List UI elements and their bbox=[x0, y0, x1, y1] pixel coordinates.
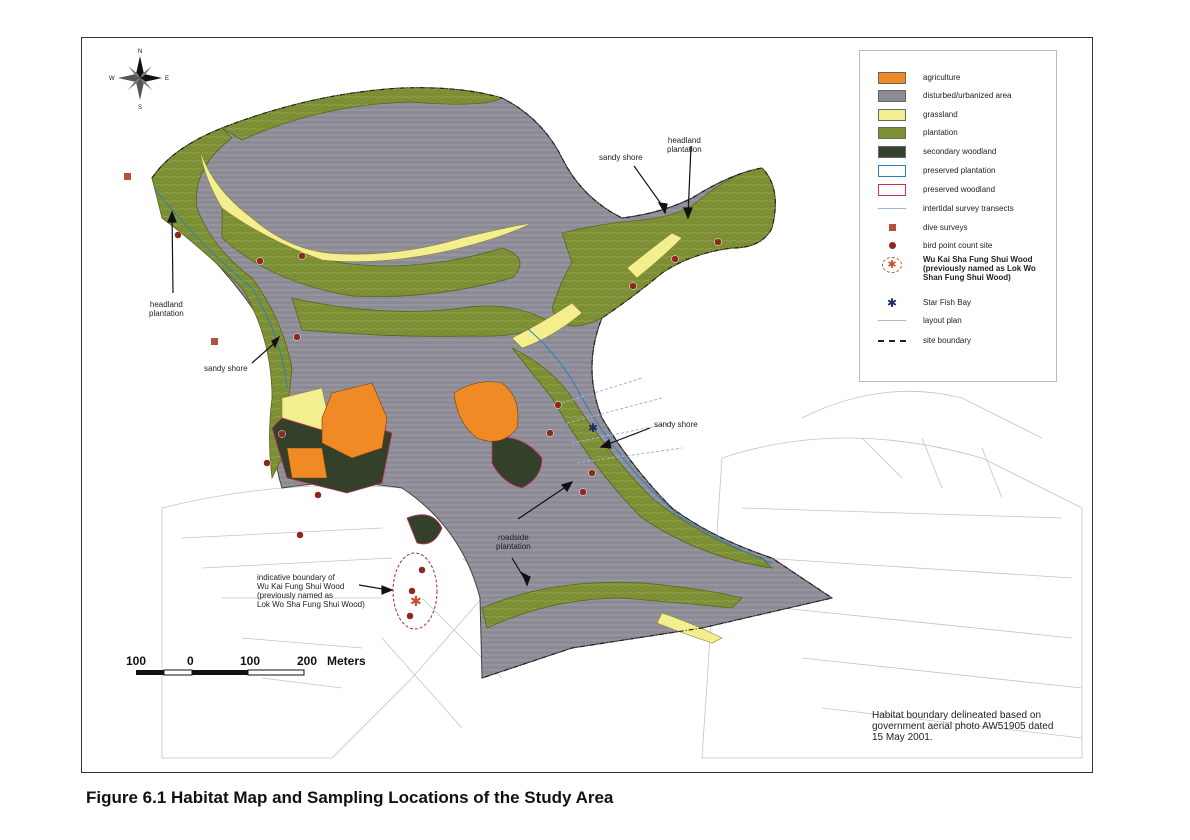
habitat-boundary-note: Habitat boundary delineated based on government aerial photo AW51905 dated 15 May 2001. bbox=[872, 710, 1054, 743]
legend-label: site boundary bbox=[923, 336, 972, 345]
legend-item bbox=[860, 108, 1056, 124]
scale-label-200: 200 bbox=[297, 654, 318, 668]
legend-item bbox=[860, 296, 1056, 312]
label-fung-shui-boundary: indicative boundary of Wu Kai Fung Shui Wood (previously named as Lok Wo Sha Fung Shui Wood) bbox=[257, 573, 365, 609]
legend-swatch bbox=[878, 127, 906, 139]
legend-item bbox=[860, 239, 1056, 255]
legend-swatch bbox=[889, 224, 896, 231]
label-sandy-shore-w: sandy shore bbox=[204, 364, 248, 373]
legend-label: dive surveys bbox=[923, 223, 968, 232]
legend-swatch bbox=[878, 208, 906, 209]
legend-label: disturbed/urbanized area bbox=[923, 91, 1012, 100]
scale-label-100-left: 100 bbox=[126, 654, 147, 668]
secondary-woodland-south bbox=[407, 515, 442, 544]
label-sandy-shore-e: sandy shore bbox=[654, 420, 698, 429]
legend-label: layout plan bbox=[923, 316, 962, 325]
label-roadside-plantation: roadside plantation bbox=[496, 533, 531, 551]
legend-item bbox=[860, 89, 1056, 105]
map-legend bbox=[859, 50, 1057, 382]
label-sandy-shore-n: sandy shore bbox=[599, 153, 643, 162]
legend-item bbox=[860, 164, 1056, 180]
label-headland-plantation-ne: headland plantation bbox=[667, 136, 702, 154]
scale-bar bbox=[136, 670, 304, 675]
legend-item bbox=[860, 71, 1056, 87]
legend-label: bird point count site bbox=[923, 241, 993, 250]
agriculture-west-2 bbox=[287, 448, 327, 478]
scale-label-100: 100 bbox=[240, 654, 261, 668]
compass-w: W bbox=[109, 76, 115, 82]
legend-item bbox=[860, 255, 1056, 282]
legend-label: grassland bbox=[923, 110, 958, 119]
compass-e: E bbox=[165, 76, 170, 82]
legend-swatch bbox=[878, 146, 906, 158]
habitat-map bbox=[81, 37, 1093, 773]
legend-label: preserved woodland bbox=[923, 185, 996, 194]
north-arrow-compass bbox=[109, 49, 169, 111]
figure-caption: Figure 6.1 Habitat Map and Sampling Locations of the Study Area bbox=[86, 788, 614, 807]
label-headland-plantation-w: headland plantation bbox=[149, 300, 184, 318]
legend-label: intertidal survey transects bbox=[923, 204, 1014, 213]
legend-swatch bbox=[878, 340, 906, 342]
legend-item bbox=[860, 334, 1056, 350]
fung-shui-wood-star: ✱ bbox=[410, 593, 422, 609]
legend-label: preserved plantation bbox=[923, 166, 996, 175]
legend-item bbox=[860, 314, 1056, 330]
fung-shui-icon: ✱ bbox=[882, 257, 902, 273]
legend-swatch bbox=[878, 72, 906, 84]
legend-label: secondary woodland bbox=[923, 147, 997, 156]
legend-item bbox=[860, 145, 1056, 161]
legend-swatch bbox=[878, 184, 906, 196]
compass-s: S bbox=[138, 105, 143, 111]
legend-swatch bbox=[878, 320, 906, 321]
legend-swatch bbox=[878, 109, 906, 121]
legend-label: plantation bbox=[923, 128, 958, 137]
star-fish-bay-star: ✱ bbox=[588, 421, 599, 435]
legend-label: Star Fish Bay bbox=[923, 298, 972, 307]
legend-item bbox=[860, 202, 1056, 218]
legend-item bbox=[860, 126, 1056, 142]
legend-item bbox=[860, 221, 1056, 237]
legend-label: Wu Kai Sha Fung Shui Wood (previously named as Lok Wo Shan Fung Shui Wood) bbox=[923, 255, 1036, 282]
legend-label: agriculture bbox=[923, 73, 961, 82]
scale-label-0: 0 bbox=[187, 654, 194, 668]
legend-swatch bbox=[889, 242, 896, 249]
compass-n: N bbox=[138, 49, 143, 55]
legend-item bbox=[860, 183, 1056, 199]
star-icon: ✱ bbox=[886, 296, 898, 310]
legend-swatch bbox=[878, 165, 906, 177]
scale-label-meters: Meters bbox=[327, 654, 366, 668]
legend-swatch bbox=[878, 90, 906, 102]
